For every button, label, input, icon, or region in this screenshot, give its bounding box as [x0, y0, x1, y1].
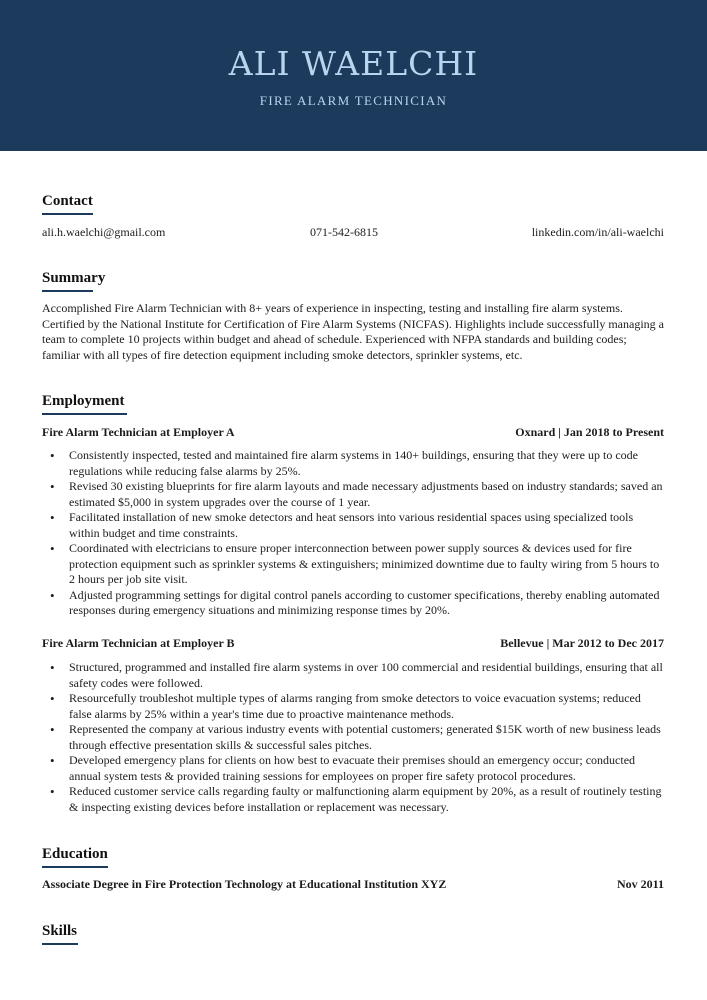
list-item: • Reduced customer service calls regarding faulty or malfunctioning alarm equipment by 20%, as a result of routinely testing & inspecting existing devices before installation or replacement was necessary. [42, 784, 664, 815]
section-title: Education [42, 846, 108, 862]
job-role: Fire Alarm Technician at Employer A [42, 425, 235, 439]
section-title: Skills [42, 923, 78, 939]
linkedin-link[interactable]: linkedin.com/in/ali-waelchi [531, 225, 664, 239]
email-link[interactable]: ali.h.waelchi@gmail.com [42, 225, 166, 239]
education-entry [42, 877, 664, 893]
list-item: • Consistently inspected, tested and maintained fire alarm systems in 140+ buildings, ensuring that they were up to code regulations while reducing false alarms by 25%. [42, 448, 664, 479]
section-underline [42, 866, 108, 868]
list-item: • Revised 30 existing blueprints for fire alarm layouts and made necessary adjustments based on industry standards; saved an estimated $5,000 in system upgrades over the course of 1 year. [42, 479, 664, 510]
list-item: • Adjusted programming settings for digital control panels according to customer specifications, thereby enabling automated responses during emergency situations and minimizing response times by 20%. [42, 588, 664, 619]
job-role: Fire Alarm Technician at Employer B [42, 636, 235, 650]
list-item: • Developed emergency plans for clients on how best to evacuate their premises should an emergency occur; conducted annual system tests & provided training sessions for employees on proper fire safety protocol procedures. [42, 753, 664, 784]
section-title: Summary [42, 270, 106, 286]
contact-row [42, 225, 664, 241]
list-item: • Structured, programmed and installed fire alarm systems in over 100 commercial and residential buildings, ensuring that all safety codes were followed. [42, 660, 664, 691]
summary-paragraph: Accomplished Fire Alarm Technician with 8+ years of experience in inspecting, testing and installing fire alarm systems. Certified by the National Institute for Certification of Fire Alarm Systems (NICFAS). Highlights include successfully managing a team to complete 10 projects within budget and ahead of schedule. Experienced with NFPA standards and building codes; familiar with all types of fire detection equipment including smoke detectors, sprinkler systems, etc. [42, 301, 664, 363]
list-item: • Coordinated with electricians to ensure proper interconnection between power supply sources & devices used for fire protection equipment such as sprinkler systems & extinguishers; minimized downtime due to faulty wiring from 5 hours to 2 hours per job site visit. [42, 541, 664, 588]
degree: Associate Degree in Fire Protection Technology at Educational Institution XYZ [42, 877, 447, 891]
section-underline [42, 290, 93, 292]
job-location-dates: Bellevue | Mar 2012 to Dec 2017 [500, 636, 664, 650]
summary-section-heading [42, 269, 664, 292]
employment-section-heading [42, 392, 664, 415]
graduation-date: Nov 2011 [616, 877, 664, 891]
section-title: Employment [42, 393, 125, 409]
job-heading [42, 425, 664, 441]
job-bullet-list [42, 448, 664, 619]
job-location-dates: Oxnard | Jan 2018 to Present [515, 425, 664, 439]
contact-section-heading [42, 192, 664, 215]
candidate-name: ALI WAELCHI [228, 44, 479, 83]
list-item: • Facilitated installation of new smoke detectors and heat sensors into various residential spaces using specialized tools within budget and time constraints. [42, 510, 664, 541]
job-heading [42, 636, 664, 652]
candidate-title: FIRE ALARM TECHNICIAN [259, 93, 448, 108]
section-underline [42, 413, 127, 415]
section-title: Contact [42, 193, 93, 209]
resume-header [0, 0, 707, 151]
job-bullet-list [42, 660, 664, 815]
list-item: • Resourcefully troubleshot multiple types of alarms ranging from smoke detectors to voice evacuation systems; reduced false alarms by 25% within a year's time due to proactive maintenance methods. [42, 691, 664, 722]
section-underline [42, 943, 78, 945]
education-section-heading [42, 845, 664, 868]
list-item: • Represented the company at various industry events with potential customers; generated $15K worth of new business leads through effective presentation skills & successful sales pitches. [42, 722, 664, 753]
phone-number: 071-542-6815 [310, 225, 378, 239]
skills-section-heading [42, 922, 664, 945]
section-underline [42, 213, 93, 215]
